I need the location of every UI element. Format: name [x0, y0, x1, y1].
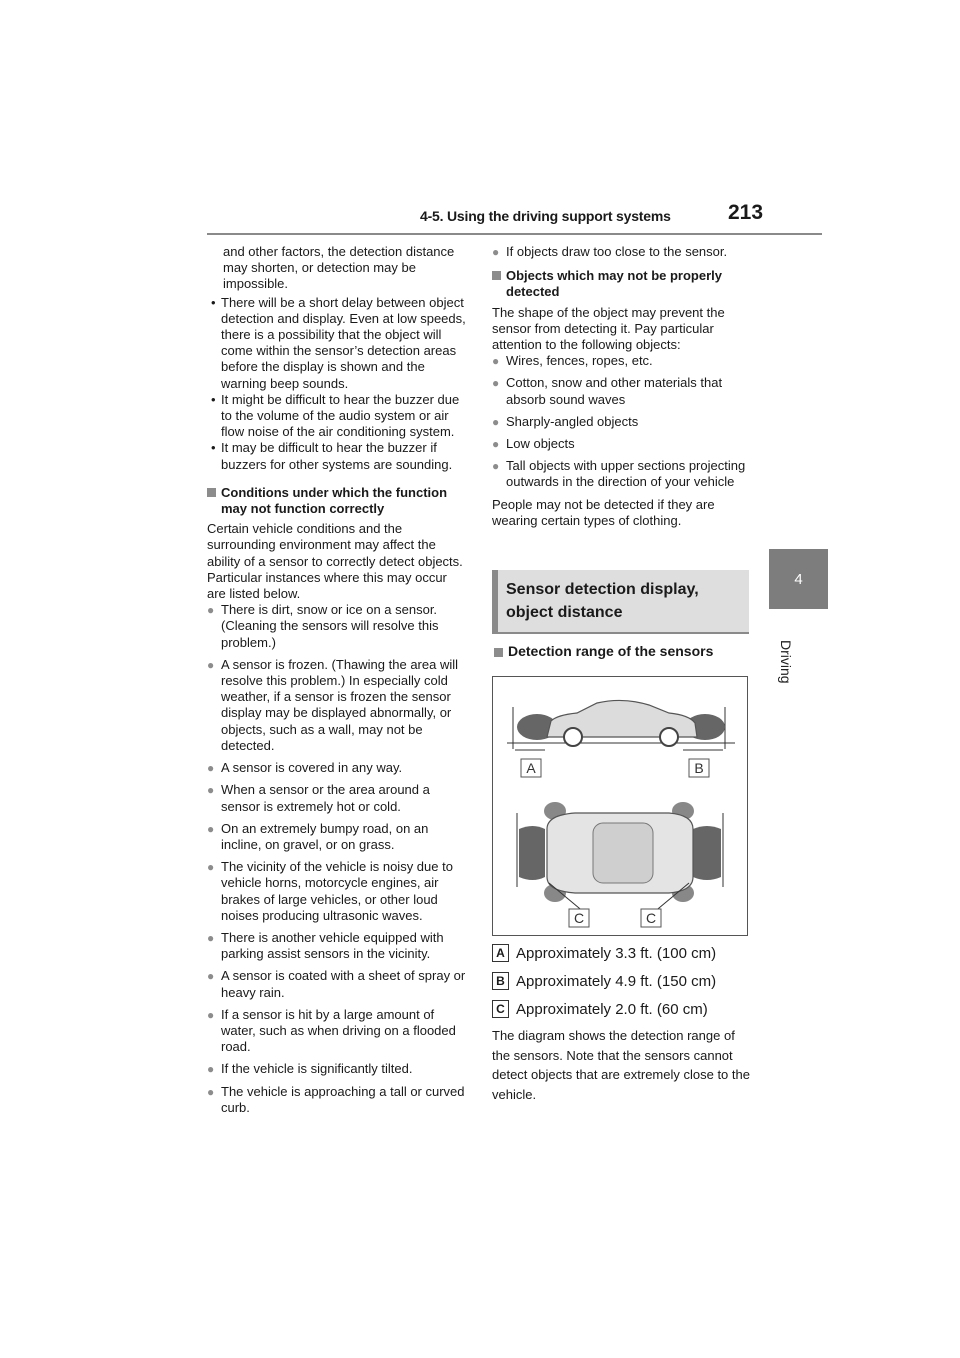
list-item: [492, 458, 754, 490]
square-bullet-icon: [207, 488, 216, 497]
list-item-text: There is another vehicle equipped with parking assist sensors in the vicinity.: [221, 929, 444, 962]
circle-bullet-icon: ●: [492, 414, 500, 429]
left-column: [207, 244, 469, 1122]
bullet-marker: •: [211, 440, 216, 456]
list-item: [492, 414, 754, 430]
square-bullet-icon: [494, 648, 503, 657]
list-item-text: It may be difficult to hear the buzzer if buzzers for other systems are sounding.: [221, 440, 453, 472]
conditions-intro: Certain vehicle conditions and the surrounding environment may affect the ability of a sensor to correctly detect objects. Particular instances where this may occur are listed below.: [207, 521, 463, 602]
list-item: [207, 602, 469, 651]
list-item: [492, 375, 754, 407]
list-item: [207, 1007, 469, 1056]
list-item-text: The vicinity of the vehicle is noisy due to vehicle horns, motorcycle engines, air brakes of large vehicles, or other loud noises producing ultrasonic waves.: [221, 859, 453, 923]
list-item: [207, 392, 469, 441]
list-item: [207, 782, 469, 814]
chapter-title: 4-5. Using the driving support systems: [420, 208, 671, 224]
list-item-text: A sensor is covered in any way.: [221, 760, 403, 776]
list-item-text: Tall objects with upper sections projecting outwards in the direction of your vehicle: [506, 458, 746, 490]
list-item-text: If objects draw too close to the sensor.: [506, 244, 728, 259]
list-item-text: Wires, fences, ropes, etc.: [506, 353, 653, 369]
circle-bullet-icon: ●: [207, 761, 215, 776]
list-item-text: There is dirt, snow or ice on a sensor. (Cleaning the sensors will resolve this problem.): [221, 602, 439, 650]
list-item-text: A sensor is frozen. (Thawing the area will resolve this problem.) In especially cold weather, if a sensor is frozen the sensor display may be displayed abnormally, or objects, such as a wall, may not be detected.: [221, 656, 458, 753]
rear-sensor-zone: [693, 826, 721, 880]
bullet-marker: •: [211, 391, 216, 407]
list-item-text: Low objects: [506, 436, 575, 452]
label-a: A: [526, 760, 536, 776]
label-c: C: [573, 910, 585, 926]
chapter-tab-label: Driving: [778, 640, 794, 684]
wheel-icon: [660, 728, 678, 746]
circle-bullet-icon: ●: [207, 969, 215, 984]
sensor-range-diagram: [492, 676, 748, 936]
front-sensor-zone: [519, 826, 545, 880]
list-item-text: It might be difficult to hear the buzzer due to the volume of the audio system or air flow noise of the air conditioning system.: [221, 391, 460, 440]
list-item: [492, 244, 754, 260]
list-item: [207, 760, 469, 776]
circle-bullet-icon: ●: [492, 354, 500, 369]
list-item: [207, 968, 469, 1000]
conditions-heading: [207, 485, 469, 517]
clothing-note: People may not be detected if they are wearing certain types of clothing.: [492, 496, 715, 528]
list-item-text: The vehicle is approaching a tall or curved curb.: [221, 1083, 465, 1115]
list-item-text: A sensor is coated with a sheet of spray or heavy rain.: [221, 968, 466, 1000]
section-header-accent: [492, 570, 498, 632]
circle-bullet-icon: ●: [207, 860, 215, 875]
circle-bullet-icon: ●: [207, 1084, 215, 1099]
header-divider: [207, 233, 822, 235]
circle-bullet-icon: ●: [207, 930, 215, 945]
circle-bullet-icon: ●: [492, 437, 500, 452]
legend-text: Approximately 2.0 ft. (60 cm): [516, 1000, 708, 1018]
section-header: [492, 570, 749, 634]
list-item-text: If the vehicle is significantly tilted.: [221, 1061, 413, 1077]
list-item: [207, 859, 469, 924]
subsection-heading: [492, 643, 713, 659]
circle-bullet-icon: ●: [492, 245, 500, 259]
car-roof: [593, 823, 653, 883]
list-item: [207, 1084, 469, 1116]
label-b: B: [694, 760, 704, 776]
wheel-icon: [564, 728, 582, 746]
bullet-marker: •: [211, 294, 216, 310]
circle-bullet-icon: ●: [207, 821, 215, 836]
heading-text: Conditions under which the function may not function correctly: [221, 484, 448, 517]
legend-item: [492, 972, 716, 990]
circle-bullet-icon: ●: [207, 783, 215, 798]
subsection-title: Detection range of the sensors: [508, 643, 714, 659]
list-item-text: Cotton, snow and other materials that absorb sound waves: [506, 375, 723, 407]
sensor-range-illustration: [493, 677, 747, 935]
legend-key-badge: A: [492, 944, 509, 962]
list-item: [492, 436, 754, 452]
list-item: [207, 821, 469, 853]
right-column: [492, 244, 754, 529]
list-item: [492, 353, 754, 369]
chapter-tab: [769, 549, 828, 609]
page-number: 213: [728, 201, 764, 224]
list-item: [207, 295, 469, 392]
circle-bullet-icon: ●: [492, 376, 500, 391]
diagram-note: The diagram shows the detection range of the sensors. Note that the sensors cannot detect objects that are extremely close to the vehicle.: [492, 1028, 750, 1102]
list-item: [207, 657, 469, 754]
objects-heading: [492, 268, 754, 300]
list-item-text: On an extremely bumpy road, on an incline, on gravel, or on grass.: [221, 820, 429, 852]
chapter-tab-number: 4: [794, 570, 803, 588]
list-item: [207, 1061, 469, 1077]
heading-text: Objects which may not be properly detected: [506, 268, 722, 300]
legend-item: [492, 944, 716, 962]
legend-text: Approximately 3.3 ft. (100 cm): [516, 944, 717, 962]
legend-key-badge: B: [492, 972, 509, 990]
circle-bullet-icon: ●: [492, 459, 500, 474]
circle-bullet-icon: ●: [207, 603, 215, 618]
label-c: C: [645, 910, 657, 926]
list-item-text: There will be a short delay between object detection and display. Even at low speeds, there is a possibility that the object will come within the sensor’s detection areas before the display is shown and the warning beep sounds.: [221, 294, 466, 391]
list-item: [207, 930, 469, 962]
list-item-text: Sharply-angled objects: [506, 413, 639, 429]
objects-intro: The shape of the object may prevent the sensor from detecting it. Pay particular attention to the following objects:: [492, 304, 725, 353]
list-item: [207, 440, 469, 472]
continued-text: and other factors, the detection distance may shorten, or detection may be impossible.: [223, 244, 455, 292]
legend-key-badge: C: [492, 1000, 509, 1018]
legend-item: [492, 1000, 708, 1018]
circle-bullet-icon: ●: [207, 1007, 215, 1022]
list-item-text: When a sensor or the area around a sensor is extremely hot or cold.: [221, 782, 430, 814]
section-title: Sensor detection display, object distance: [506, 581, 699, 621]
legend-text: Approximately 4.9 ft. (150 cm): [516, 972, 717, 990]
circle-bullet-icon: ●: [207, 657, 215, 672]
circle-bullet-icon: ●: [207, 1062, 215, 1077]
square-bullet-icon: [492, 271, 501, 280]
list-item-text: If a sensor is hit by a large amount of water, such as when driving on a flooded road.: [221, 1006, 456, 1055]
